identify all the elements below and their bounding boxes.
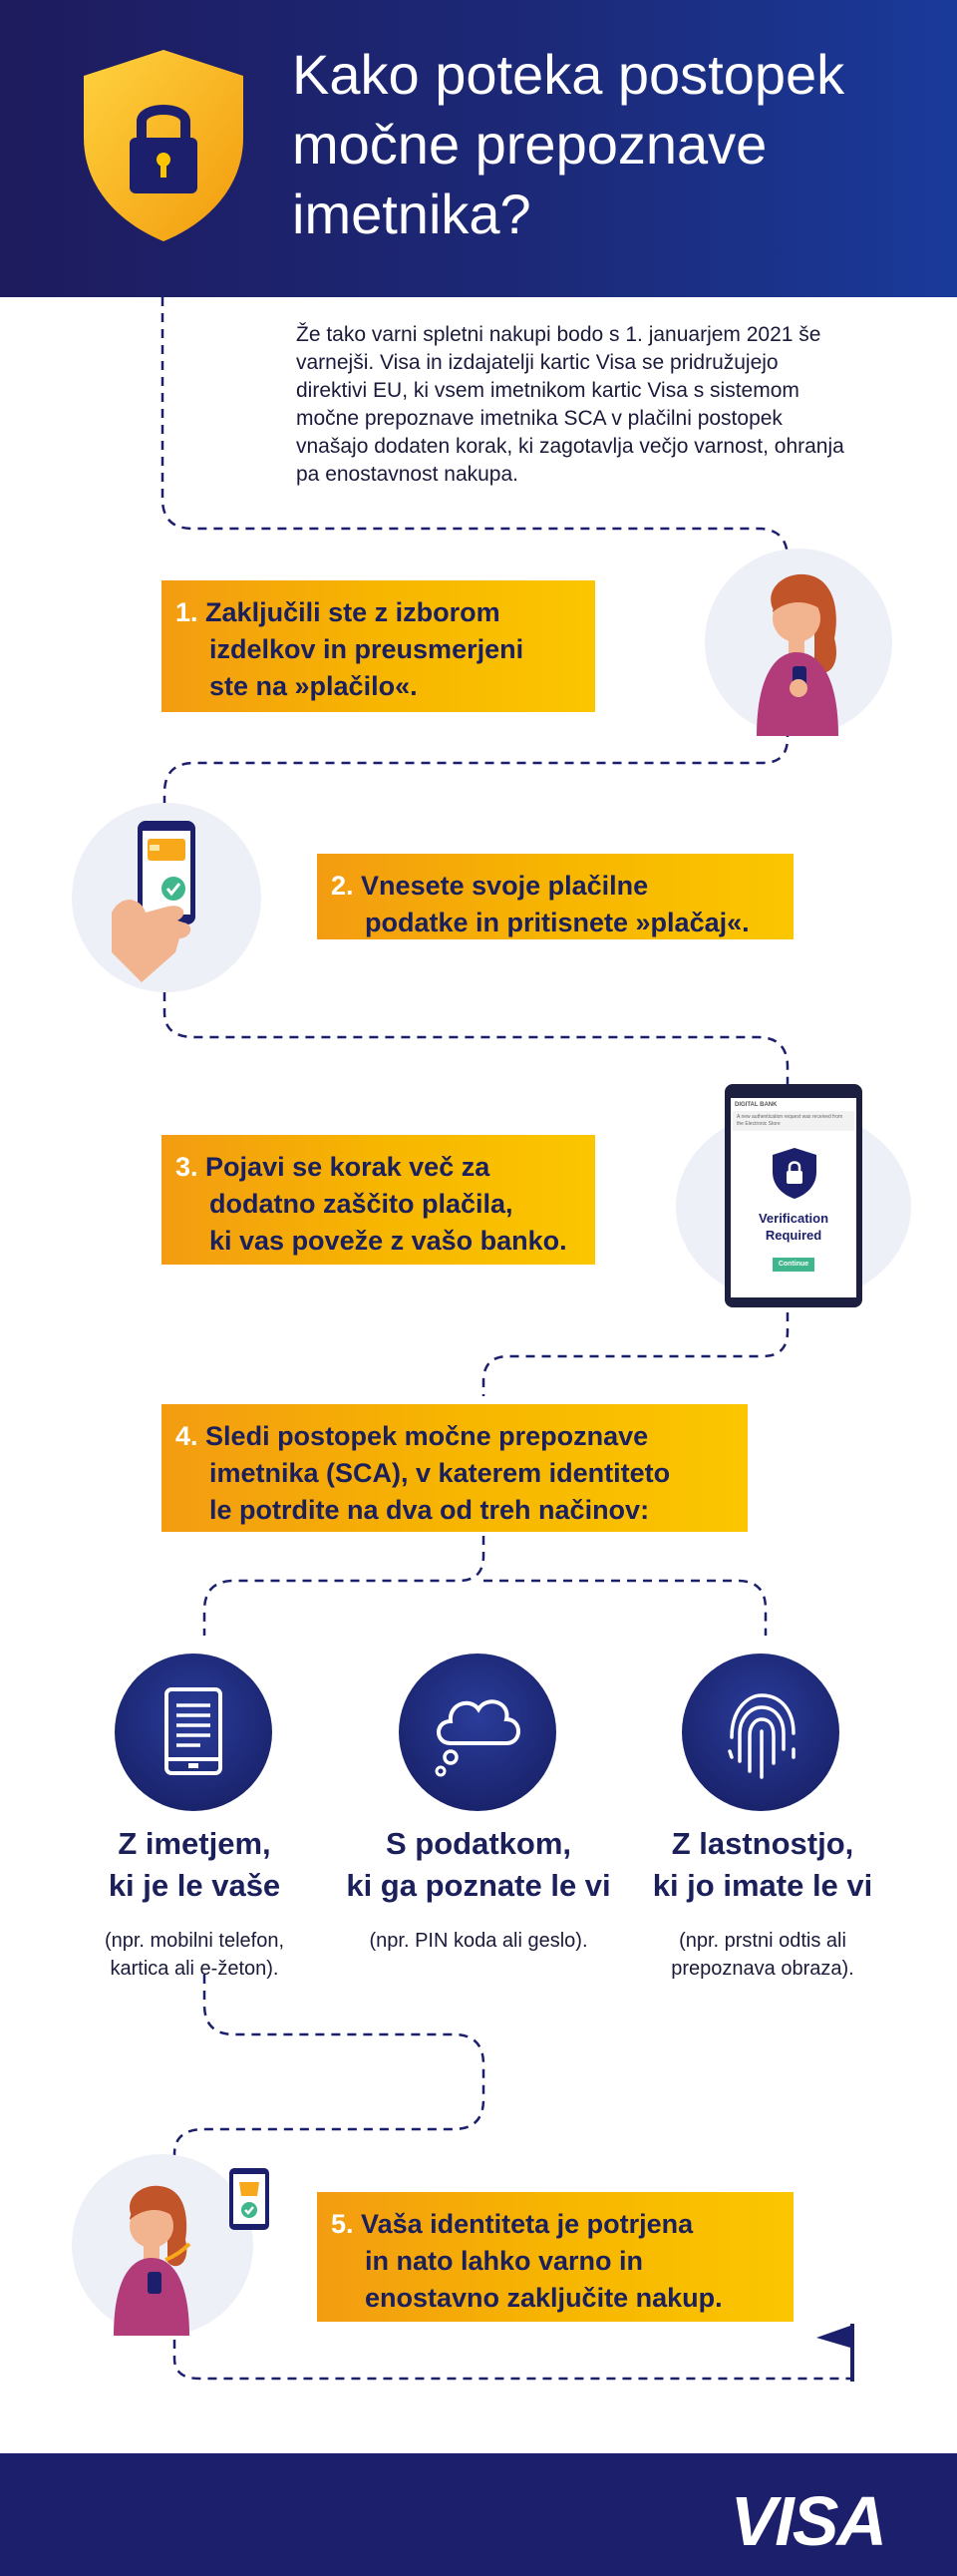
phone-check-icon <box>227 2166 271 2232</box>
page-title-line: imetnika? <box>292 183 531 245</box>
method-desc-line: prepoznava obraza). <box>671 1958 854 1980</box>
step-text: izdelkov in preusmerjeni <box>209 634 524 664</box>
method-desc-line: (npr. prstni odtis ali <box>679 1930 846 1952</box>
verification-title-line: Verification <box>758 1211 829 1226</box>
hand-phone-icon <box>72 803 261 992</box>
method-title-line: Z imetjem, <box>118 1826 271 1861</box>
woman-phone-illustration <box>705 549 892 736</box>
step-1-box <box>161 580 595 712</box>
step-text: Zaključili ste z izborom <box>205 597 500 627</box>
step-4-box <box>161 1404 748 1532</box>
step-text: ste na »plačilo«. <box>209 671 418 701</box>
hand-phone-illustration <box>72 803 261 992</box>
method-inherence-circle <box>682 1654 839 1811</box>
step-number: 5. <box>331 2209 354 2239</box>
verification-title-line: Required <box>765 1228 822 1243</box>
step-text: Vaša identiteta je potrjena <box>361 2209 694 2239</box>
continue-button[interactable]: Continue <box>773 1258 814 1272</box>
method-title-line: S podatkom, <box>385 1826 571 1861</box>
method-possession-circle <box>115 1654 272 1811</box>
bank-name: DIGITAL BANK <box>735 1102 778 1108</box>
woman-icon <box>705 549 892 736</box>
step-number: 2. <box>331 871 354 901</box>
method-desc-line: kartica ali e-žeton). <box>110 1958 279 1980</box>
method-knowledge-circle <box>399 1654 556 1811</box>
step-number: 4. <box>175 1421 198 1451</box>
method-title-line: ki jo imate le vi <box>652 1868 873 1903</box>
page-title-line: močne prepoznave <box>292 113 768 176</box>
step-3-box <box>161 1135 595 1265</box>
method-title-line: Z lastnostjo, <box>671 1826 854 1861</box>
method-knowledge-desc <box>329 1927 628 1955</box>
woman-confirmed-illustration <box>72 2154 253 2336</box>
tablet-icon <box>115 1654 272 1811</box>
step-text: enostavno zaključite nakup. <box>365 2283 723 2313</box>
thought-cloud-icon <box>399 1654 556 1811</box>
notice-text: A new authentication request was received from the Electronic Store <box>733 1111 854 1131</box>
step-text: podatke in pritisnete »plačaj«. <box>365 908 750 937</box>
step-text: ki vas poveže z vašo banko. <box>209 1226 567 1256</box>
phone-screen <box>731 1098 856 1297</box>
phone-frame <box>725 1084 862 1307</box>
method-knowledge-title <box>329 1823 628 1907</box>
step-text: Pojavi se korak več za <box>205 1152 490 1182</box>
step-text: Vnesete svoje plačilne <box>361 871 649 901</box>
step-text: Sledi postopek močne prepoznave <box>205 1421 649 1451</box>
step-2-box <box>317 854 794 939</box>
method-title-line: ki ga poznate le vi <box>346 1868 611 1903</box>
method-inherence-desc <box>638 1927 887 1983</box>
step-text: in nato lahko varno in <box>365 2246 644 2276</box>
step-number: 3. <box>175 1152 198 1182</box>
woman-icon <box>72 2154 253 2336</box>
verification-title <box>731 1210 856 1244</box>
method-possession-title <box>70 1823 319 1907</box>
step-text: imetnika (SCA), v katerem identiteto <box>209 1458 671 1488</box>
method-inherence-title <box>638 1823 887 1907</box>
shield-lock-icon <box>771 1146 818 1200</box>
method-possession-desc <box>70 1927 319 1983</box>
step-text: dodatno zaščito plačila, <box>209 1189 513 1219</box>
flag-icon <box>812 2322 858 2384</box>
step-text: le potrdite na dva od treh načinov: <box>209 1495 650 1525</box>
step-number: 1. <box>175 597 198 627</box>
method-desc-line: (npr. PIN koda ali geslo). <box>369 1930 588 1952</box>
method-title-line: ki je le vaše <box>108 1868 281 1903</box>
intro-text: Že tako varni spletni nakupi bodo s 1. januarjem 2021 še varnejši. Visa in izdajatelji kartic Visa se pridružujejo direktivi EU, ki vsem imetnikom kartic Visa s sistemom močne prepoznave imetnika SCA v plačilni postopek vnašajo dodaten korak, ki zagotavlja večjo varnost, ohranja pa enostavnost nakupa. <box>296 323 844 486</box>
step-5-box <box>317 2192 794 2322</box>
method-desc-line: (npr. mobilni telefon, <box>104 1930 285 1952</box>
fingerprint-icon <box>682 1654 839 1811</box>
visa-logo: VISA <box>730 2482 885 2560</box>
page-title-line: Kako poteka postopek <box>292 43 845 106</box>
